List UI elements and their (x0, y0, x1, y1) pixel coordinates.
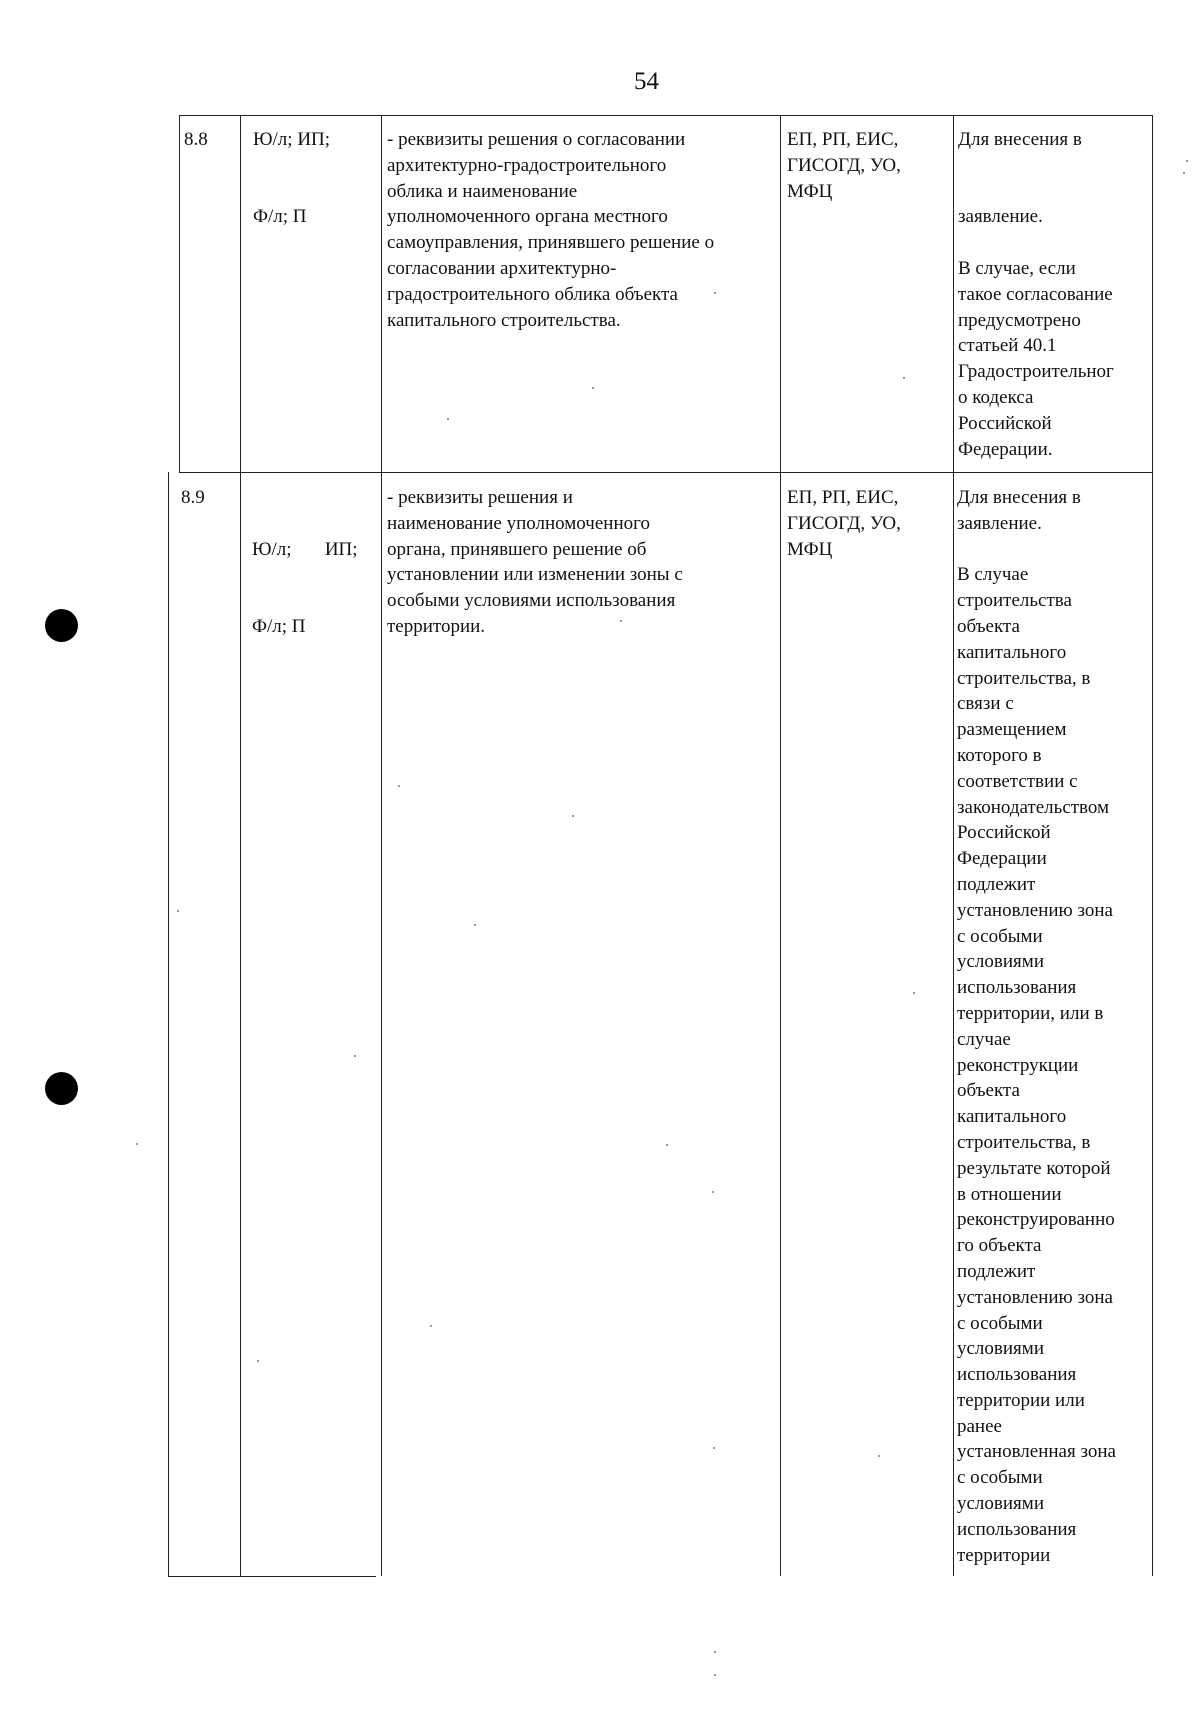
text-line: Российской (958, 412, 1052, 434)
text-line (253, 153, 330, 179)
text-line: территории. (387, 615, 486, 637)
applicant-cell (253, 127, 330, 230)
text-line: строительства (957, 590, 1072, 612)
text-line (958, 153, 1114, 179)
text-line: связи с (957, 693, 1014, 715)
text-line: законодательством (957, 796, 1110, 818)
text-line (253, 179, 330, 205)
text-line: Ю/л; ИП; (252, 538, 358, 560)
text-line: Ф/л; П (253, 206, 307, 228)
text-line: ГИСОГД, УО, (787, 512, 901, 534)
text-line: Российской (957, 822, 1051, 844)
text-line: объекта (957, 615, 1020, 637)
text-line: статьей 40.1 (958, 335, 1057, 357)
text-line: территории, или в (957, 1002, 1104, 1024)
text-line: МФЦ (787, 180, 833, 202)
text-line: наименование уполномоченного (387, 512, 650, 534)
text-line: с особыми (957, 1312, 1043, 1334)
document-cell (387, 127, 714, 333)
table-left-border (179, 115, 180, 472)
text-line: согласовании архитектурно- (387, 257, 617, 279)
text-line: территории (957, 1544, 1051, 1566)
text-line: условиями (957, 1493, 1044, 1515)
table-bottom-border (168, 1576, 376, 1577)
text-line: о кодекса (958, 386, 1034, 408)
text-line: которого в (957, 744, 1042, 766)
source-cell (787, 485, 901, 562)
text-line: размещением (957, 719, 1067, 741)
text-line: Ф/л; П (252, 615, 306, 637)
row-divider (179, 472, 1153, 473)
text-line: случае (957, 1028, 1011, 1050)
text-line: В случае (957, 564, 1029, 586)
text-line: территории или (957, 1389, 1085, 1411)
text-line: облика и наименование (387, 180, 578, 202)
text-line (958, 179, 1114, 205)
text-line: установлении или изменении зоны с (387, 564, 683, 586)
col-divider (953, 115, 954, 1576)
text-line: особыми условиями использования (387, 590, 676, 612)
text-line: ГИСОГД, УО, (787, 154, 901, 176)
text-line: уполномоченного органа местного (387, 206, 668, 228)
source-cell (787, 127, 901, 204)
text-line: с особыми (957, 925, 1043, 947)
text-line: использования (957, 977, 1077, 999)
text-line: В случае, если (958, 257, 1076, 279)
text-line: установлению зона (957, 899, 1113, 921)
note-cell (958, 127, 1114, 462)
note-cell (957, 485, 1116, 1568)
page-number: 54 (634, 68, 659, 95)
col-divider (780, 115, 781, 1576)
text-line: капитального (957, 1106, 1067, 1128)
text-line: го объекта (957, 1235, 1042, 1257)
row-number: 8.8 (184, 129, 208, 150)
text-line: условиями (957, 951, 1044, 973)
text-line: реконструированно (957, 1209, 1115, 1231)
text-line: предусмотрено (958, 309, 1081, 331)
text-line: ранее (957, 1415, 1002, 1437)
text-line: условиями (957, 1338, 1044, 1360)
text-line: установленная зона (957, 1441, 1116, 1463)
text-line: подлежит (957, 873, 1036, 895)
text-line: архитектурно-градостроительного (387, 154, 667, 176)
text-line: ЕП, РП, ЕИС, (787, 129, 899, 150)
text-line: капитального (957, 641, 1067, 663)
text-line: реконструкции (957, 1054, 1079, 1076)
text-line: Градостроительног (958, 361, 1114, 383)
col-divider (240, 115, 241, 1576)
col-divider (381, 115, 382, 1576)
text-line (957, 537, 1116, 563)
text-line: строительства, в (957, 667, 1091, 689)
text-line: с особыми (957, 1467, 1043, 1489)
text-line: использования (957, 1364, 1077, 1386)
text-line: Федерации. (958, 438, 1053, 460)
punch-hole (45, 609, 78, 642)
text-line: Ю/л; ИП; (253, 129, 331, 150)
text-line: Для внесения в (957, 487, 1081, 508)
text-line: капитального строительства. (387, 309, 621, 331)
punch-hole (45, 1072, 78, 1105)
table-top-border (179, 115, 1153, 116)
text-line: заявление. (957, 512, 1042, 534)
text-line: использования (957, 1518, 1077, 1540)
text-line: установлению зона (957, 1286, 1113, 1308)
text-line: ЕП, РП, ЕИС, (787, 487, 899, 508)
text-line: градостроительного облика объекта (387, 283, 678, 305)
text-line: заявление. (958, 206, 1043, 228)
text-line: МФЦ (787, 538, 833, 560)
text-line: такое согласование (958, 283, 1113, 305)
text-line (958, 230, 1114, 256)
text-line: объекта (957, 1080, 1020, 1102)
text-line: в отношении (957, 1183, 1062, 1205)
text-line: Федерации (957, 848, 1047, 870)
text-line: результате которой (957, 1157, 1111, 1179)
text-line: подлежит (957, 1260, 1036, 1282)
text-line: Для внесения в (958, 129, 1082, 150)
text-line: соответствии с (957, 770, 1078, 792)
table-right-border (1152, 115, 1153, 1576)
text-line: строительства, в (957, 1131, 1091, 1153)
table-left-border (168, 472, 169, 1576)
text-line: - реквизиты решения о согласовании (387, 129, 686, 150)
row-number: 8.9 (181, 487, 205, 508)
document-cell (387, 485, 683, 640)
text-line: - реквизиты решения и (387, 487, 573, 508)
text-line: самоуправления, принявшего решение о (387, 232, 715, 254)
text-line: органа, принявшего решение об (387, 538, 647, 560)
applicant-cell (252, 485, 358, 691)
